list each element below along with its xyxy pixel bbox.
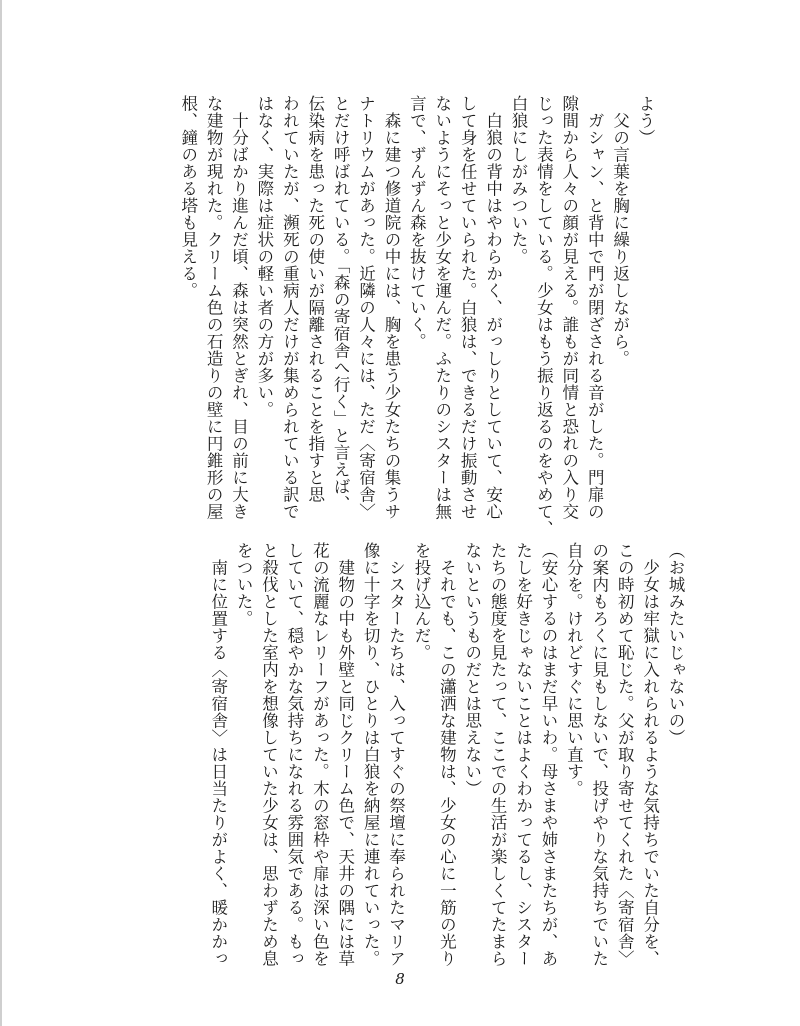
text-line: 白狼にしがみついた。 [508,95,528,265]
text-line: われていたが、瀕死の重病人だけが集められている訳で [280,95,300,520]
text-line: 白狼の背中はやわらかく、がっしりとしていて、安心 [483,95,503,520]
text-line: 言で、ずんずん森を抜けていく。 [407,95,427,350]
text-line: をついた。 [234,542,254,627]
text-line: たしを好きじゃないことはよくわかってるし、シスター [513,542,533,967]
text-line: 花の流麗なレリーフがあった。木の窓枠や扉は深い色を [310,542,330,967]
text-line: それでも、この瀟洒な建物は、少女の心に一筋の光り [437,542,457,967]
text-line: 根、鐘のある塔も見える。 [178,95,198,299]
text-line: 十分ばかり進んだ頃、森は突然とぎれ、目の前に大き [229,95,249,520]
text-line: この時初めて恥じた。父が取り寄せてくれた〈寄宿舎〉 [615,542,635,967]
text-line: と殺伐とした室内を想像していた少女は、思わずため息 [259,542,279,967]
text-line: ないというものだとは思えない） [462,542,482,797]
text-line: はなく、実際は症状の軽い者の方が多い。 [254,95,274,418]
text-line: して身を任せていられた。白狼は、できるだけ振動させ [458,95,478,520]
text-line: ナトリウムがあった。近隣の人々には、ただ〈寄宿舎〉 [356,95,376,520]
text-line: よう） [636,95,655,146]
text-line: 伝染病を患った死の使いが隔離されることを指すと思 [305,95,325,503]
text-line: 像に十字を切り、ひとりは白狼を納屋に連れていった。 [361,542,381,967]
upper-text-block [175,95,658,537]
text-line: 建物の中も外壁と同じクリーム色で、天井の隅には草 [335,542,355,967]
text-line: 森に建つ修道院の中には、胸を患う少女たちの集うサ [381,95,401,520]
text-line: の案内もろくに見もしないで、投げやりな気持ちでいた [589,542,609,967]
text-line: （安心するのはまだ早いわ。母さまや姉さまたちが、あ [538,542,558,967]
text-line: 南に位置する〈寄宿舎〉は日当たりがよく、暖かかっ [208,542,228,967]
text-line: シスターたちは、入ってすぐの祭壇に奉られたマリア [386,542,406,967]
text-line: を投げ込んだ。 [411,542,431,661]
text-line: ないようにそっと少女を運んだ。ふたりのシスターは無 [432,95,452,520]
text-line: 自分を。けれどすぐに思い直す。 [564,542,584,797]
text-line: じった表情をしている。少女はもう振り返るのをやめて、 [534,95,554,537]
text-line: ガシャン、と背中で門が閉ざされる音がした。門扉の [585,95,605,520]
page-number: 8 [395,970,405,988]
text-line: な建物が現れた。クリーム色の石造りの壁に円錐形の屋 [204,95,224,520]
lower-text-block [205,542,688,967]
text-line: 少女は牢獄に入れられるような気持ちでいた自分を、 [640,542,660,967]
text-line: とだけ呼ばれている。「森の寄宿舎へ行く」と言えば、 [331,95,351,512]
text-line: 隙間から人々の顔が見える。誰もが同情と恐れの入り交 [559,95,579,520]
text-line: していて、穏やかな気持ちになれる雰囲気である。もっ [284,542,304,967]
text-line: 父の言葉を胸に繰り返しながら。 [610,95,630,367]
text-line: （お城みたいじゃないの） [666,542,685,746]
page-edge [0,0,2,1026]
text-line: たちの態度を見たって、ここでの生活が楽しくてたまら [488,542,508,967]
